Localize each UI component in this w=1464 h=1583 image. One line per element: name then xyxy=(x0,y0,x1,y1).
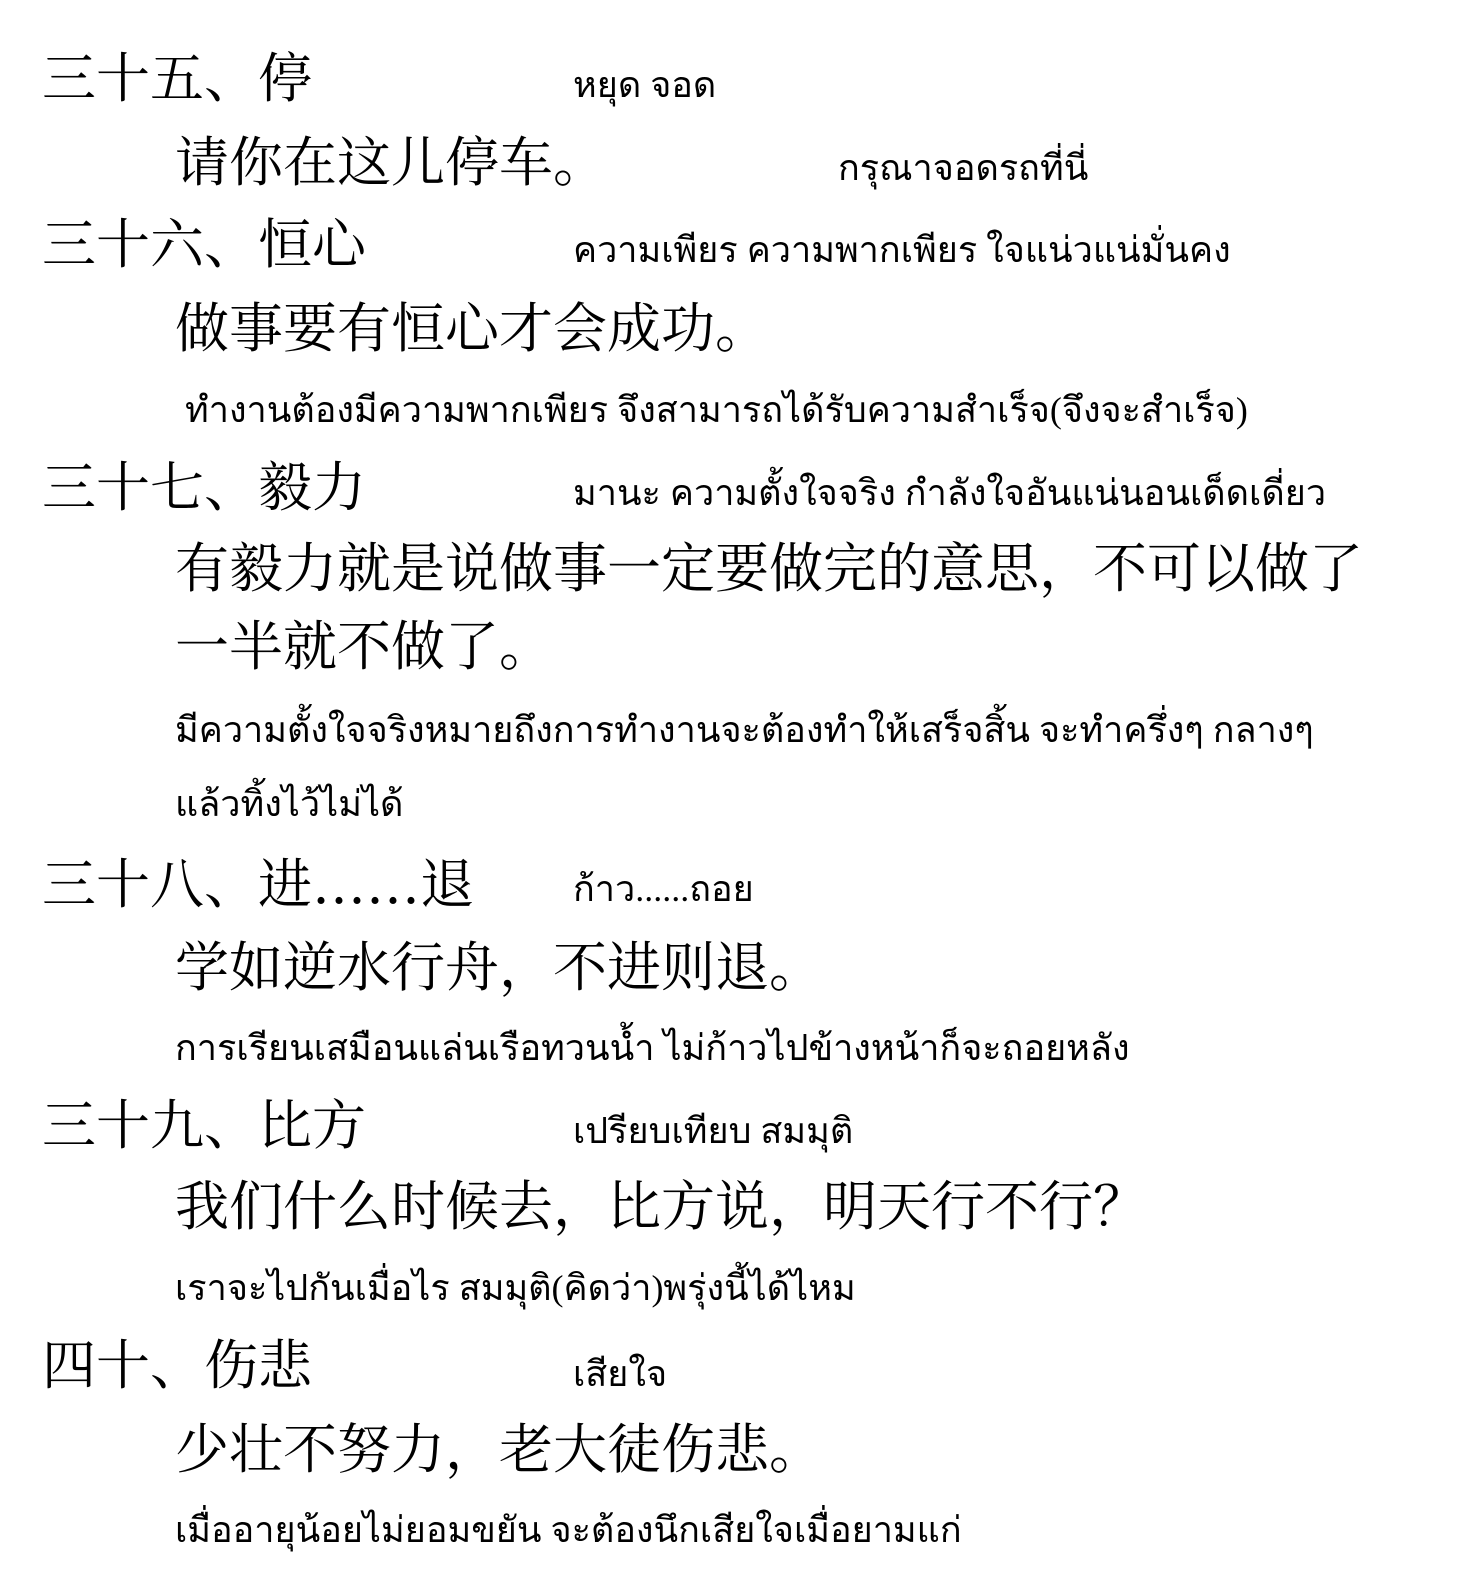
entry-37-example-thai-line-1: มีความตั้งใจจริงหมายถึงการทำงานจะต้องทำให้เสร็จสิ้น จะทำครึ่งๆ กลางๆ xyxy=(175,710,1314,750)
entry-37-example-chinese-line-1: 有毅力就是说做事一定要做完的意思，不可以做了 xyxy=(175,537,1363,600)
entry-40-example-thai: เมื่ออายุน้อยไม่ยอมขยัน จะต้องนึกเสียใจเมื่อยามแก่ xyxy=(175,1510,962,1550)
entry-39-example-chinese: 我们什么时候去，比方说，明天行不行？ xyxy=(175,1175,1147,1238)
entry-40-example-chinese: 少壮不努力，老大徒伤悲。 xyxy=(175,1418,823,1481)
entry-40-heading-chinese: 四十、伤悲 xyxy=(42,1334,312,1397)
entry-35-example-chinese: 请你在这儿停车。 xyxy=(175,131,607,194)
entry-37-example-thai-line-2: แล้วทิ้งไว้ไม่ได้ xyxy=(175,784,404,824)
entry-36-heading-chinese: 三十六、恒心 xyxy=(42,213,366,276)
entry-40-heading-thai: เสียใจ xyxy=(573,1354,668,1394)
entry-37-heading-thai: มานะ ความตั้งใจจริง กำลังใจอันแน่นอนเด็ดเดี่ยว xyxy=(573,473,1327,513)
entry-35-heading-chinese: 三十五、停 xyxy=(42,47,312,110)
entry-38-example-chinese: 学如逆水行舟，不进则退。 xyxy=(175,936,823,999)
entry-35-example-thai: กรุณาจอดรถที่นี่ xyxy=(838,148,1089,188)
entry-36-example-thai: ทำงานต้องมีความพากเพียร จึงสามารถได้รับความสำเร็จ(จึงจะสำเร็จ) xyxy=(185,390,1248,430)
entry-37-heading-chinese: 三十七、毅力 xyxy=(42,456,366,519)
entry-39-example-thai: เราจะไปกันเมื่อไร สมมุติ(คิดว่า)พรุ่งนี้ได้ไหม xyxy=(175,1268,856,1308)
entry-38-heading-chinese: 三十八、进……退 xyxy=(42,853,474,916)
entry-39-heading-chinese: 三十九、比方 xyxy=(42,1094,366,1157)
entry-37-example-chinese-line-2: 一半就不做了。 xyxy=(175,615,553,678)
entry-39-heading-thai: เปรียบเทียบ สมมุติ xyxy=(573,1111,854,1151)
entry-35-heading-thai: หยุด จอด xyxy=(573,65,717,105)
entry-38-example-thai: การเรียนเสมือนแล่นเรือทวนน้ำ ไม่ก้าวไปข้างหน้าก็จะถอยหลัง xyxy=(175,1028,1130,1068)
entry-36-heading-thai: ความเพียร ความพากเพียร ใจแน่วแน่มั่นคง xyxy=(573,230,1231,270)
entry-38-heading-thai: ก้าว......ถอย xyxy=(573,869,754,909)
entry-36-example-chinese: 做事要有恒心才会成功。 xyxy=(175,297,769,360)
